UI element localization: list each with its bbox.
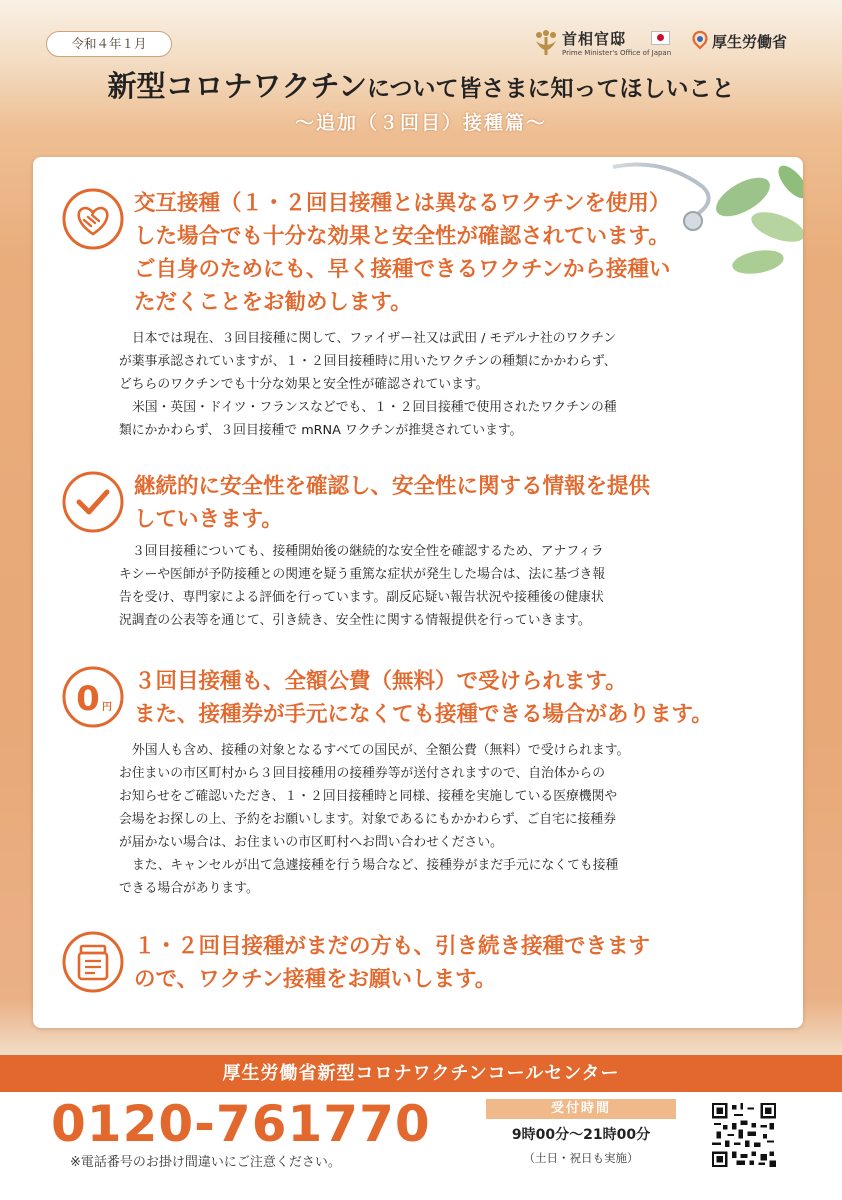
qr-code-icon[interactable] [712, 1103, 776, 1167]
mhlw-mark-icon [690, 30, 710, 50]
hours-label: 受付時間 [486, 1099, 676, 1119]
content-panel [33, 157, 803, 1028]
vaccine-vial-icon [61, 930, 125, 994]
kantei-sub: Prime Minister's Office of Japan [562, 49, 672, 57]
section-1-title: 交互接種（１・２回目接種とは異なるワクチンを使用） した場合でも十分な効果と安全性が確認されています。 ご自身のためにも、早く接種できるワクチンから接種い ただくことをお勧めします。 [134, 191, 671, 315]
svg-text:0: 0 [76, 679, 100, 719]
phone-number[interactable]: 0120-761770 [51, 1095, 431, 1153]
kantei-name: 首相官邸 [562, 30, 627, 48]
section-3-title: ３回目接種も、全額公費（無料）で受けられます。 また、接種券が手元になくても接種できる場合があります。 [134, 669, 713, 727]
section-1-body: 日本では現在、３回目接種に関して、ファイザー社又は武田 / モデルナ社のワクチン が薬事承認されていますが、１・２回目接種時に用いたワクチンの種類にかかわらず、 どちらのワクチンでも十分な効果と安全性が確認されています。 米国・英国・ドイツ・フランスなどでも、１・２回目接種で使用されたワクチンの種 類にかかわらず、３回目接種で mRNA ワクチンが推奨されています。 [119, 331, 617, 438]
call-center-title: 厚生労働省新型コロナワクチンコールセンター [0, 1055, 842, 1092]
section-2-title: 継続的に安全性を確認し、安全性に関する情報を提供 していきます。 [134, 474, 651, 532]
japan-flag-icon [651, 31, 670, 45]
date-label: 令和４年１月 [46, 31, 172, 57]
handshake-heart-icon [61, 187, 125, 251]
hours-value: 9時00分～21時00分 [511, 1127, 651, 1143]
zero-yen-icon [61, 665, 125, 729]
page-title: 新型コロナワクチンについて皆さまに知ってほしいこと [107, 69, 735, 103]
page-subtitle: ～追加（３回目）接種篇～ [294, 112, 547, 134]
hours-note: （土日・祝日も実施） [523, 1151, 639, 1165]
paulownia-seal-icon [533, 29, 559, 59]
section-2-body: ３回目接種についても、接種開始後の継続的な安全性を確認するため、アナフィラ キシーや医師が予防接種との関連を疑う重篤な症状が発生した場合は、法に基づき報 告を受け、専門家による評価を行っています。副反応疑い報告状況や接種後の健康状 況調査の公表等を通じて、引き続き、安全性に関する情報提供を行っていきます。 [119, 544, 606, 628]
mhlw-name: 厚生労働省 [712, 33, 788, 51]
checkmark-circle-icon [61, 470, 125, 534]
kantei-logo [533, 28, 671, 62]
section-4-title: １・２回目接種がまだの方も、引き続き接種できます ので、ワクチン接種をお願いします。 [134, 934, 651, 992]
section-3-body: 外国人も含め、接種の対象となるすべての国民が、全額公費（無料）で受けられます。 お住まいの市区町村から３回目接種用の接種券等が送付されますので、自治体からの お知らせをご確認いただき、１・２回目接種時と同様、接種を実施している医療機関や 会場をお探しの上、予約をお願いします。対象であるにもかかわらず、ご自宅に接種券 が届かない場合は、お住まいの市区町村へお問い合わせください。 また、キャンセルが出て急遽接種を行う場合など、接種券がまだ手元になくても接種 できる場合があります。 [119, 743, 630, 896]
phone-note: ※電話番号のお掛け間違いにご注意ください。 [70, 1155, 341, 1170]
svg-text:円: 円 [102, 702, 112, 713]
